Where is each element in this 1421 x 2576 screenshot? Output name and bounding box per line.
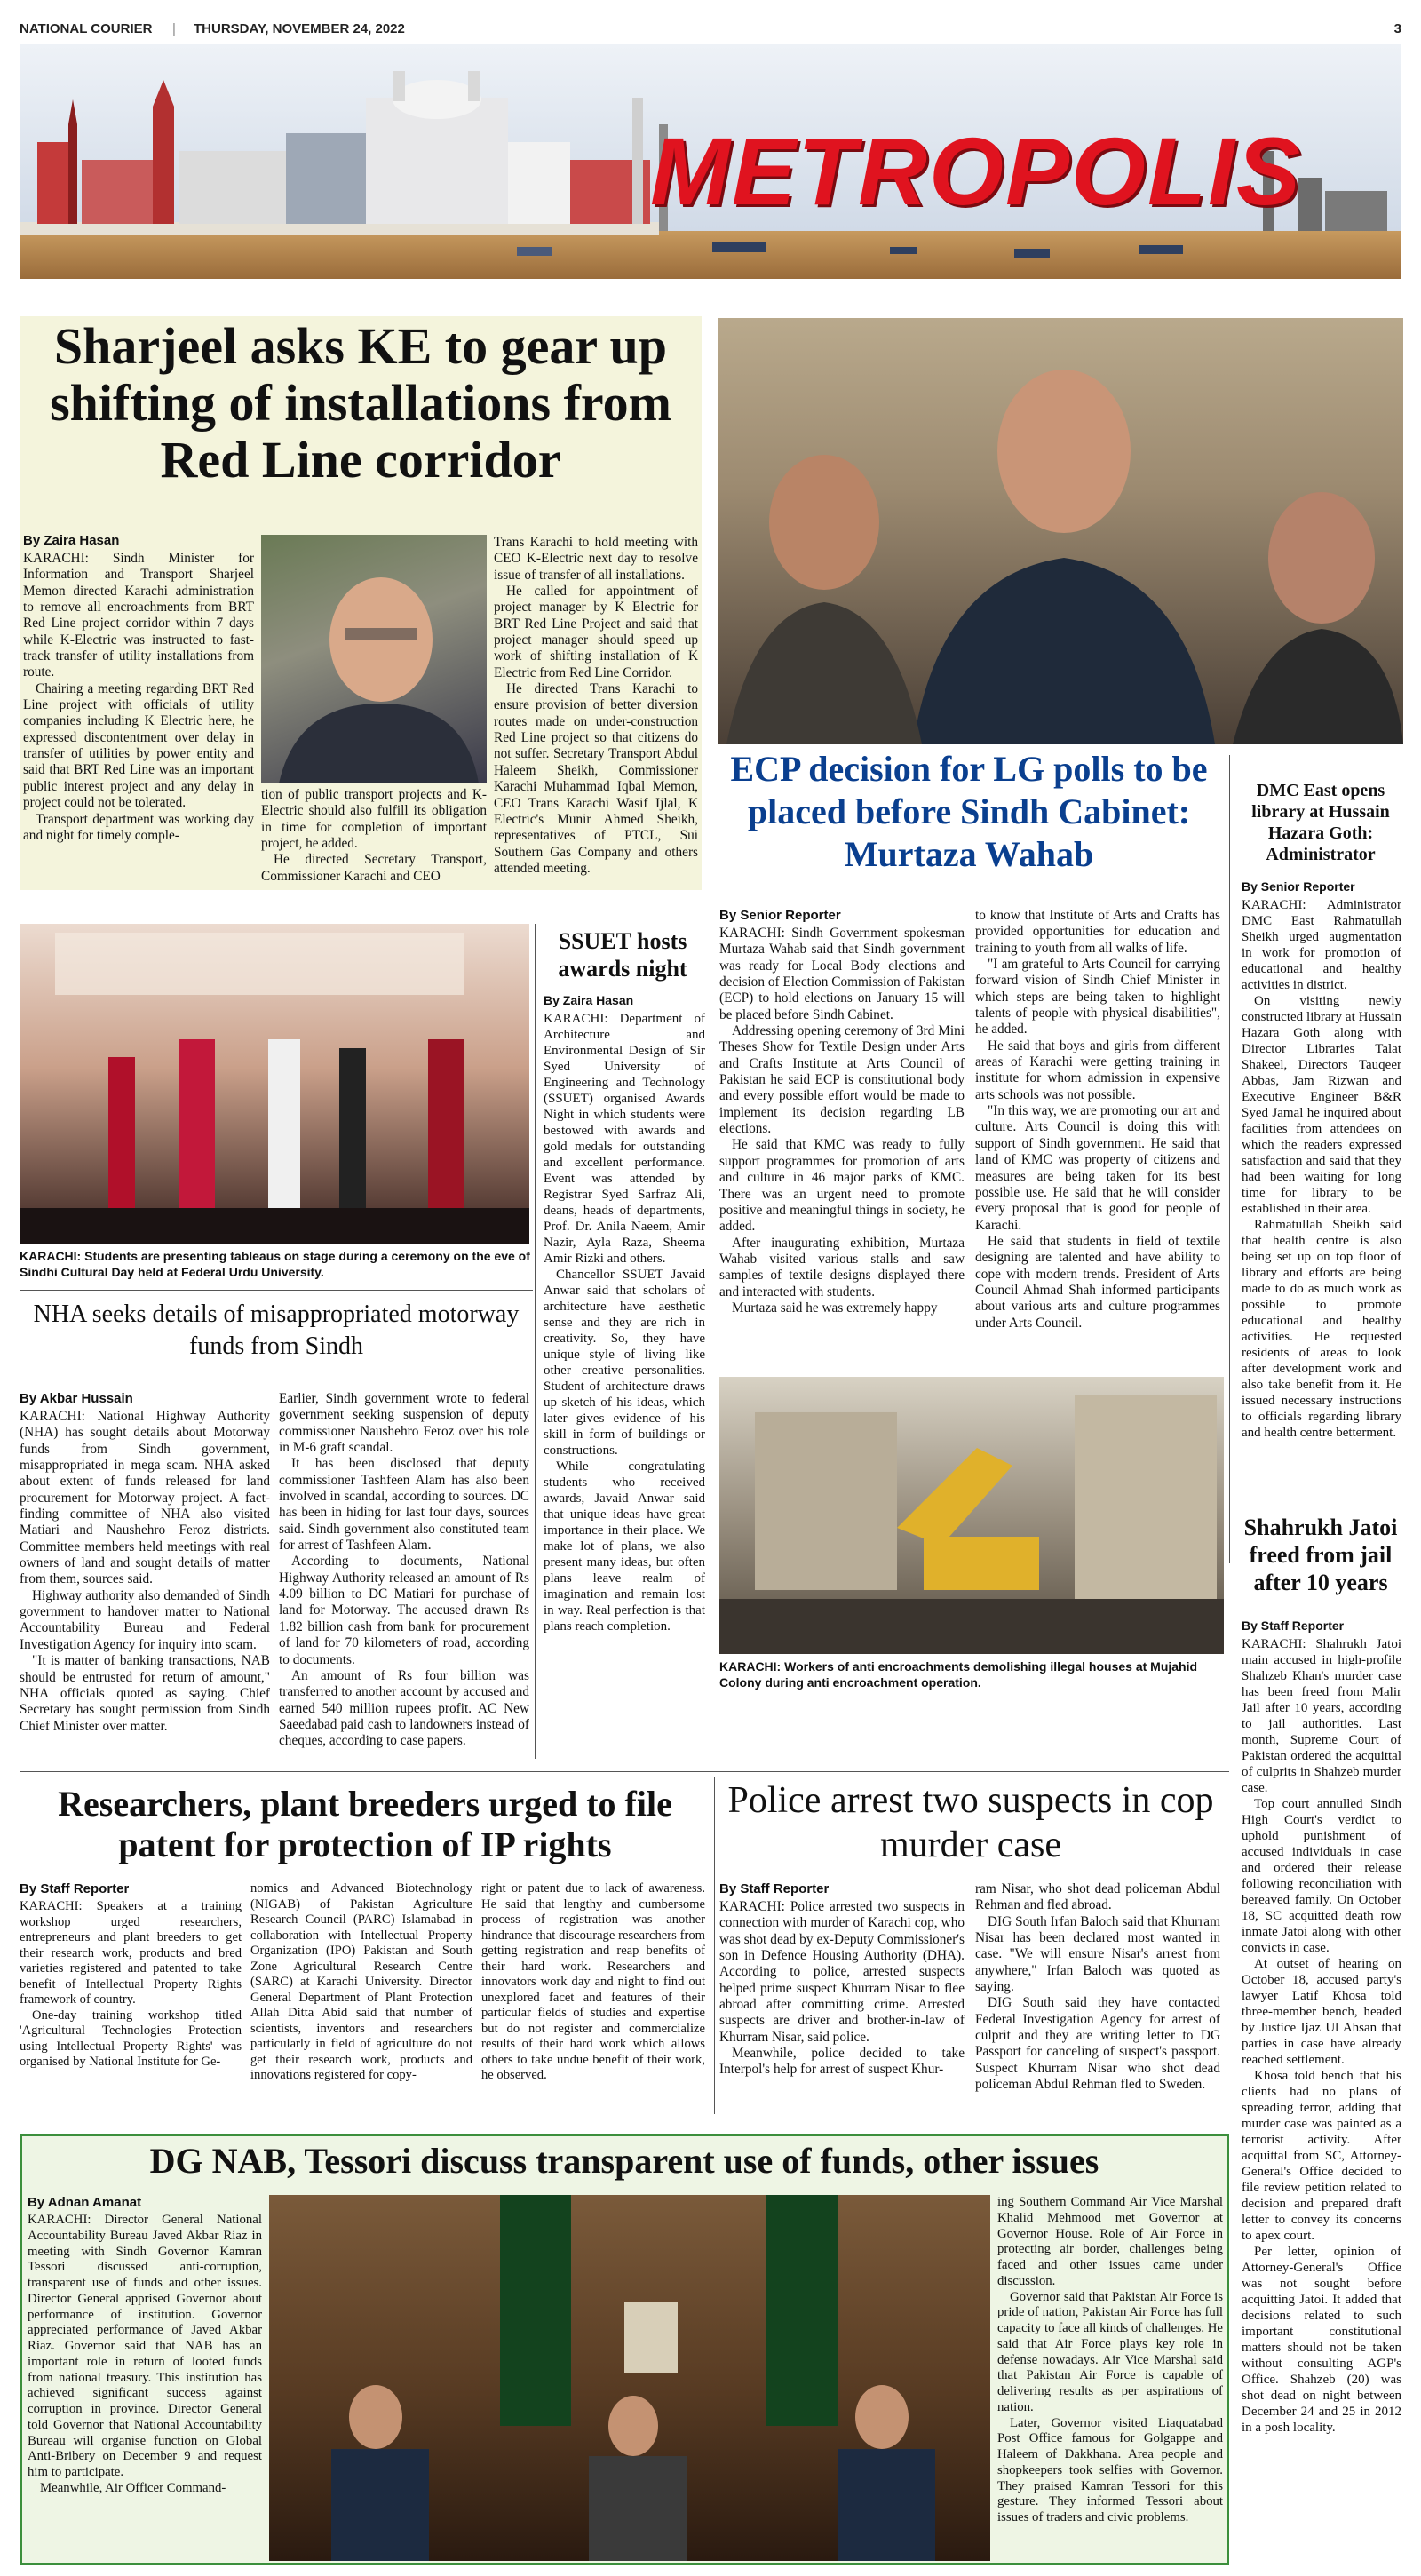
portrait-icon	[261, 535, 487, 783]
story-dg-nab	[20, 2134, 1229, 2565]
top-bar	[20, 20, 1401, 39]
byline-nha: By Akbar Hussain	[20, 1391, 133, 1406]
body-researchers-col2: nomics and Advanced Biotechnology (NIGAB) of Pakistan Agriculture Research Council (PARC) Islamabad in collaboration with Intellectual Property Organization (IPO) Pakistan and South Zone Agricultural Research Centre (SARC) at Karachi University. Director General Department of Plant Protection Allah Ditta Abid said that number of scientists, inventors and researchers particularly in field of agriculture do not get their research work, products and innovations registered for copy-	[250, 1881, 472, 2082]
divider-photo-nha	[20, 1290, 533, 1291]
excavator-image	[719, 1377, 1224, 1654]
headline-researchers: Researchers, plant breeders urged to file patent for protection of IP rights	[58, 1784, 672, 1865]
headline-dmc: DMC East opens library at Hussain Hazara Goth: Administrator	[1251, 781, 1390, 864]
body-dmc: KARACHI: Administrator DMC East Rahmatullah Sheikh urged augmentation in work for promotion of educational and healthy activities in district. On visiting newly constructed library at Hussain Hazara Goth along with Director Libraries Talat Shakeel, Directors Tauqeer Abbas, Jam Rizwan and Executive Engineer B&R Syed Jamal he inquired about facilities from attendees on which the readers expressed satisfaction and said that they had been waiting for long time for library to be established in their area. Rahmatullah Sheikh said that health centre is also being set up on top floor of library and efforts are being made to do as much work as possible to promote educational and healthy activities. He requested residents of areas to look after development work and also take benefit from it. He issued necessary instructions to officials regarding library and health centre betterment.	[1242, 898, 1401, 1440]
divider-horizontal-middle	[20, 1771, 1229, 1772]
story-sharjeel	[20, 316, 702, 890]
byline-jatoi: By Staff Reporter	[1242, 1618, 1345, 1633]
byline-ecp: By Senior Reporter	[719, 908, 841, 923]
headline-sharjeel: Sharjeel asks KE to gear up shifting of installations from Red Line corridor	[50, 317, 671, 489]
body-researchers-col1: KARACHI: Speakers at a training workshop urged researchers, entrepreneurs and plant breeders to get their research work, products and bred varieties registered and patented to take benefit of Intellectual Property Rights framework of country. One-day training workshop titled 'Agricultural Technologies Protection using Intellectual Property Rights' was organised by National Institute for Ge-	[20, 1899, 242, 2069]
headline-police: Police arrest two suspects in cop murder case	[727, 1780, 1214, 1866]
body-dg-nab-col2: ing Southern Command Air Vice Marshal Khalid Mehmood met Governor at Governor House. Role of Air Force in protecting air border, challenges being faced and other issues came under discussion. Governor said that Pakistan Air Force is pride of nation, Pakistan Air Force has full capacity to face all kinds of challenges. He said that Air Force plays key role in defense nowadays. Air Vice Marshal said that Pakistan Air Force is capable of delivering results as per aspirations of nation. Later, Governor visited Liaquatabad Post Office famous for Golgappe and Haleem of Dakkhana. Area people and shopkeepers took selfies with Governor. They praised Kamran Tessori for this gesture. They informed Tessori about issues of traders and civic problems.	[997, 2195, 1223, 2524]
caption-anti-encroachment: KARACHI: Workers of anti encroachments demolishing illegal houses at Mujahid Colony during anti encroachment operation.	[719, 1659, 1198, 1690]
body-ecp-col1: KARACHI: Sindh Government spokesman Murtaza Wahab said that Sindh government was ready for Local Body elections and decision of Election Commission of Pakistan (ECP) to hold elections on January 15 will be placed before Sindh Cabinet. Addressing opening ceremony of 3rd Mini Theses Show for Textile Design under Arts and Crafts Institute at Arts Council of Pakistan he said ECP is constitutional body and every possible effort would be made to implement its decision regarding LB elections. He said that KMC was ready to fully support programmes for promotion of arts and culture in 46 major parks of KMC. There was an urgent need to promote positive and meaningful things in society, he added. After inaugurating exhibition, Murtaza Wahab visited various stalls and saw samples of textile designs displayed there and interacted with students. Murtaza said he was extremely happy	[719, 926, 965, 1316]
body-dg-nab-col1: KARACHI: Director General National Accountability Bureau Javed Akbar Riaz in meeting with Sindh Governor Kamran Tessori discussed anti-corruption, transparent use of funds and other issues. Director General apprised Governor about performance of institution. Governor appreciated performance of Javed Akbar Riaz. Governor said that NAB has an important role in return of looted funds from national treasury. This institution has achieved significant success against corruption in province. Director General told Governor that National Accountability Bureau will organise function on Global Anti-Bribery on December 9 and request him to participate. Meanwhile, Air Officer Command-	[28, 2213, 262, 2495]
section-banner	[20, 44, 1401, 279]
issue-date: THURSDAY, NOVEMBER 24, 2022	[194, 21, 405, 36]
headline-dg-nab: DG NAB, Tessori discuss transparent use of funds, other issues	[149, 2141, 1099, 2181]
body-sharjeel-col2: tion of public transport projects and K-Electric should also fulfill its obligation in time for completion of important project, he added. He directed Secretary Transport, Commissioner Karachi and CEO	[261, 787, 487, 884]
byline-dmc: By Senior Reporter	[1242, 879, 1355, 894]
page-number: 3	[1393, 21, 1401, 36]
byline-police: By Staff Reporter	[719, 1881, 830, 1896]
stage-tableau-image	[20, 924, 529, 1244]
byline-researchers: By Staff Reporter	[20, 1881, 130, 1896]
publication-name: NATIONAL COURIER	[20, 21, 153, 36]
photo-dg-nab-governor	[269, 2195, 990, 2561]
body-police-col1: KARACHI: Police arrested two suspects in connection with murder of Karachi cop, who was shot dead by ex-Deputy Commissioner's son in Defence Housing Authority (DHA). According to police, arrested suspects helped prime suspect Khurram Nisar to flee abroad after committing crime. Arrested suspects are driver and brother-in-law of Khurram Nisar, said police. Meanwhile, police decided to take Interpol's help for arrest of suspect Khur-	[719, 1899, 965, 2078]
header-separator: |	[172, 21, 176, 36]
headline-ecp: ECP decision for LG polls to be placed before Sindh Cabinet: Murtaza Wahab	[730, 749, 1208, 874]
photo-murtaza-wahab	[718, 318, 1403, 744]
divider-vertical-police	[714, 1777, 715, 2114]
divider-vertical-right	[1229, 755, 1230, 1563]
byline-ssuet: By Zaira Hasan	[544, 993, 634, 1007]
headline-jatoi: Shahrukh Jatoi freed from jail after 10 years	[1243, 1515, 1398, 1596]
body-ssuet: KARACHI: Department of Architecture and Environmental Design of Sir Syed University of Engineering and Technology (SSUET) organised Awards Night in which students were bestowed with awards and gold medals for outstanding and excellent performance. Event was attended by Registrar Syed Sarfraz Ali, deans, heads of departments, Prof. Dr. Anila Naeem, Amir Nazir, Ayla Raza, Sheema Amir Rizki and others. Chancellor SSUET Javaid Anwar said that scholars of architecture have aesthetic sense and they are rich in creativity. So, they have unique style of living like other creative personalities. Student of architecture draws up sketch of his ideas, which later gives evidence of his skill in form of buildings or constructions. While congratulating students who received awards, Javaid Anwar said that unique ideas have great importance in their place. We make lot of plans, we also present many ideas, but often plans leave realm of imagination and remain lost in way. Real perfection is that plans reach completion.	[544, 1012, 705, 1634]
photo-sharjeel-memon	[261, 535, 487, 783]
photo-anti-encroachment	[719, 1377, 1224, 1654]
body-sharjeel-col1: KARACHI: Sindh Minister for Information and Transport Sharjeel Memon directed Karachi administration to remove all encroachments from BRT Red Line project corridor within 7 days while K-Electric was instructed to fast-track transfer of utility installations from route. Chairing a meeting regarding BRT Red Line project with officials of utility companies including K Electric here, he expressed discontentment over delay in transfer of utilities by power entity and said that BRT Red Line was an important public interest project and any delay in project could not be tolerated. Transport department was working day and night for timely comple-	[23, 551, 254, 843]
headline-nha: NHA seeks details of misappropriated motorway funds from Sindh	[33, 1300, 520, 1361]
section-title: METROPOLIS	[650, 117, 1303, 225]
byline-dg-nab: By Adnan Amanat	[28, 2195, 142, 2210]
divider-vertical-ssuet	[535, 924, 536, 1759]
byline-sharjeel: By Zaira Hasan	[23, 533, 120, 548]
meeting-image	[269, 2195, 990, 2561]
body-police-col2: ram Nisar, who shot dead policeman Abdul Rehman and fled abroad. DIG South Irfan Baloch said that Khurram Nisar has been declared most wanted in case. "We will ensure Nisar's arrest from anywhere," Irfan Baloch was quoted as saying. DIG South said they have contacted Federal Investigation Agency for arrest of culprit and they are writing letter to DG Passport for canceling of suspect's passport. Suspect Khurram Nisar who shot dead policeman Abdul Rehman fled to Sweden.	[975, 1881, 1220, 2093]
body-jatoi: KARACHI: Shahrukh Jatoi main accused in high-profile Shahzeb Khan's murder case has been freed from Malir Jail after 10 years, according to jail authorities. Last month, Supreme Court of Pakistan ordered the acquittal of culprits in Shahzeb murder case. Top court annulled Sindh High Court's verdict to uphold punishment of accused individuals in case and ordered their release following reconciliation with bereaved family. On October 18, SC acquitted death row inmate Jatoi along with other convicts in case. At outset of hearing on October 18, accused party's lawyer Latif Khosa told three-member bench, headed by Justice Ijaz Ul Ahsan that parties in case have already reached settlement. Khosa told bench that his clients had no plans of spreading terror, adding that murder case was painted as a terrorist activity. After acquittal from SC, Attorney-General's Office decided to file review petition related to decision and prepared draft letter to convey its concerns to apex court. Per letter, opinion of Attorney-General's Office was not sought before acquitting Jatoi. It added that decisions related to such important constitutional matters should not be taken without consulting AGP's Office. Shahzeb (20) was shot dead on night between December 24 and 25 in 2012 in a posh locality.	[1242, 1637, 1401, 2435]
body-sharjeel-col3: Trans Karachi to hold meeting with CEO K-Electric next day to resolve issue of transfer of all installations. He called for appointment of project manager by K Electric for BRT Red Line Project and said that project manager should speed up work of shifting installation of K Electric from Red Line Corridor. He directed Trans Karachi to ensure provision of better diversion routes made on under-construction Red Line project so that citizens do not suffer. Secretary Transport Abdul Haleem Sheikh, Commissioner Karachi Muhammad Iqbal Memon, CEO Trans Karachi Wasif Ijlal, K Electric's Munir Ahmed Sheikh, representatives of PTCL, Sui Southern Gas Company and others attended meeting.	[494, 535, 698, 876]
caption-sindhi-cultural-day: KARACHI: Students are presenting tableaus on stage during a ceremony on the eve of Sindhi Cultural Day held at Federal Urdu University.	[20, 1249, 530, 1279]
headline-ssuet: SSUET hosts awards night	[558, 928, 687, 982]
body-researchers-col3: right or patent due to lack of awareness. He said that lengthy and cumbersome process of registration was another hindrance that discourage researchers from getting registration and reap benefits of their hard work. Researchers and innovators work day and night to find out unexplored facet and features of their particular fields of studies and expertise but do not register and commercialize results of their hard work which allows others to take undue benefit of their work, he observed.	[481, 1881, 705, 2082]
body-nha-col1: KARACHI: National Highway Authority (NHA) has sought details about Motorway funds from Sindh government, misappropriated in mega scam. NHA asked about extent of funds released for land procurement for Motorway project. A fact-finding committee of NHA also visited Matiari and Naushehro Feroz districts. Committee members held meetings with real owners of land and sought details of matter from them, sources said. Highway authority also demanded of Sindh government to handover matter to National Accountability Bureau and Federal Investigation Agency for inquiry into scam. "It is matter of banking transactions, NAB should be entrusted for return of amount," NHA officials quoted as saying. Chief Secretary has sought permission from Sindh Chief Minister over matter.	[20, 1409, 270, 1734]
photo-sindhi-cultural-day	[20, 924, 529, 1244]
body-nha-col2: Earlier, Sindh government wrote to federal government seeking suspension of deputy commissioner Naushehro Feroz over his role in M-6 graft scandal. It has been disclosed that deputy commissioner Tashfeen Alam has also been involved in scandal, according to sources. DC has been in hiding for last four days, sources said. Sindh government also constituted team for arrest of Tashfeen Alam. According to documents, National Highway Authority released an amount of Rs 4.09 billion to DC Matiari for purchase of land for Motorway. The accused drawn Rs 1.82 billion cash from bank for procurement of land for 70 kilometers of road, according to documents. An amount of Rs four billion was transferred to another account by accused and earned 540 million rupees profit. AC New Saeedabad paid cash to landowners instead of cheques, according to case papers.	[279, 1391, 529, 1749]
press-talk-image	[718, 318, 1403, 744]
body-ecp-col2: to know that Institute of Arts and Crafts has provided opportunities for education and training to youth from all walks of life. "I am grateful to Arts Council for carrying forward vision of Sindh Chief Minister in which steps are being taken to highlight talents of people with physical disabilities", he added. He said that boys and girls from different areas of Karachi were getting training in institute for whom admission in expensive arts schools was not possible. "In this way, we are promoting our art and culture. Arts Council is doing this with support of Sindh government. He said that land of KMC was property of citizens and measures are being taken for its best possible use. He said that he will consider every proposal that is good for people of Karachi. He said that students in field of textile designing are talented and have ability to cope with modern trends. President of Arts Council Ahmad Shah informed participants about various arts and culture programmes under Arts Council.	[975, 908, 1220, 1331]
